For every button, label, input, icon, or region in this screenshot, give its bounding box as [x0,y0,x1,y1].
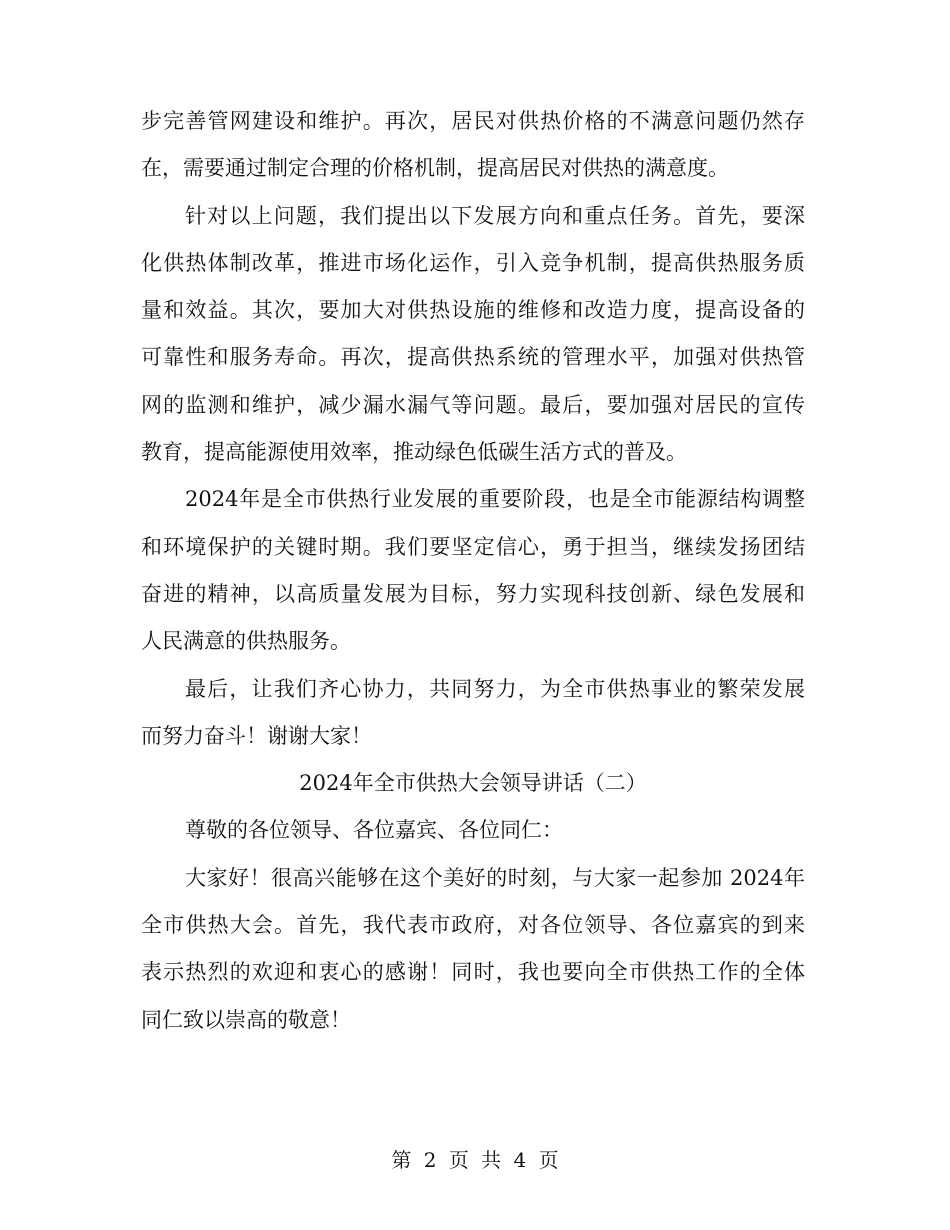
paragraph-line: 大家好！很高兴能够在这个美好的时刻，与大家一起参加 2024年 [185,865,805,890]
paragraph-line: 同仁致以崇高的敬意！ [141,1007,351,1032]
section-title: 2024年全市供热大会领导讲话（二） [299,771,647,796]
paragraph-line: 步完善管网建设和维护。再次，居民对供热价格的不满意问题仍然存 [141,109,805,133]
salutation: 尊敬的各位领导、各位嘉宾、各位同仁： [185,818,563,843]
paragraph-line: 教育，提高能源使用效率，推动绿色低碳生活方式的普及。 [141,440,687,465]
paragraph-line: 表示热烈的欢迎和衷心的感谢！同时，我也要向全市供热工作的全体 [141,960,805,985]
paragraph-line: 2024年是全市供热行业发展的重要阶段，也是全市能源结构调整 [185,487,805,512]
paragraph-line: 人民满意的供热服务。 [141,629,351,654]
paragraph-line: 而努力奋斗！谢谢大家！ [141,723,372,748]
paragraph-line: 网的监测和维护，减少漏水漏气等问题。最后，要加强对居民的宣传 [141,392,805,417]
paragraph-line: 量和效益。其次，要加大对供热设施的维修和改造力度，提高设备的 [141,298,805,323]
paragraph-line: 和环境保护的关键时期。我们要坚定信心，勇于担当，继续发扬团结 [141,534,805,559]
paragraph-line: 在，需要通过制定合理的价格机制，提高居民对供热的满意度。 [141,156,729,181]
paragraph-line: 最后，让我们齐心协力，共同努力，为全市供热事业的繁荣发展 [185,676,805,701]
paragraph-line: 奋进的精神，以高质量发展为目标，努力实现科技创新、绿色发展和 [141,581,805,606]
paragraph-line: 全市供热大会。首先，我代表市政府，对各位领导、各位嘉宾的到来 [141,913,805,938]
document-body [141,98,805,1044]
page-number: 第 2 页 共 4 页 [391,1148,559,1172]
paragraph-line: 针对以上问题，我们提出以下发展方向和重点任务。首先，要深 [185,203,805,228]
paragraph-line: 可靠性和服务寿命。再次，提高供热系统的管理水平，加强对供热管 [141,345,805,370]
paragraph-line: 化供热体制改革，推进市场化运作，引入竞争机制，提高供热服务质 [141,250,805,275]
